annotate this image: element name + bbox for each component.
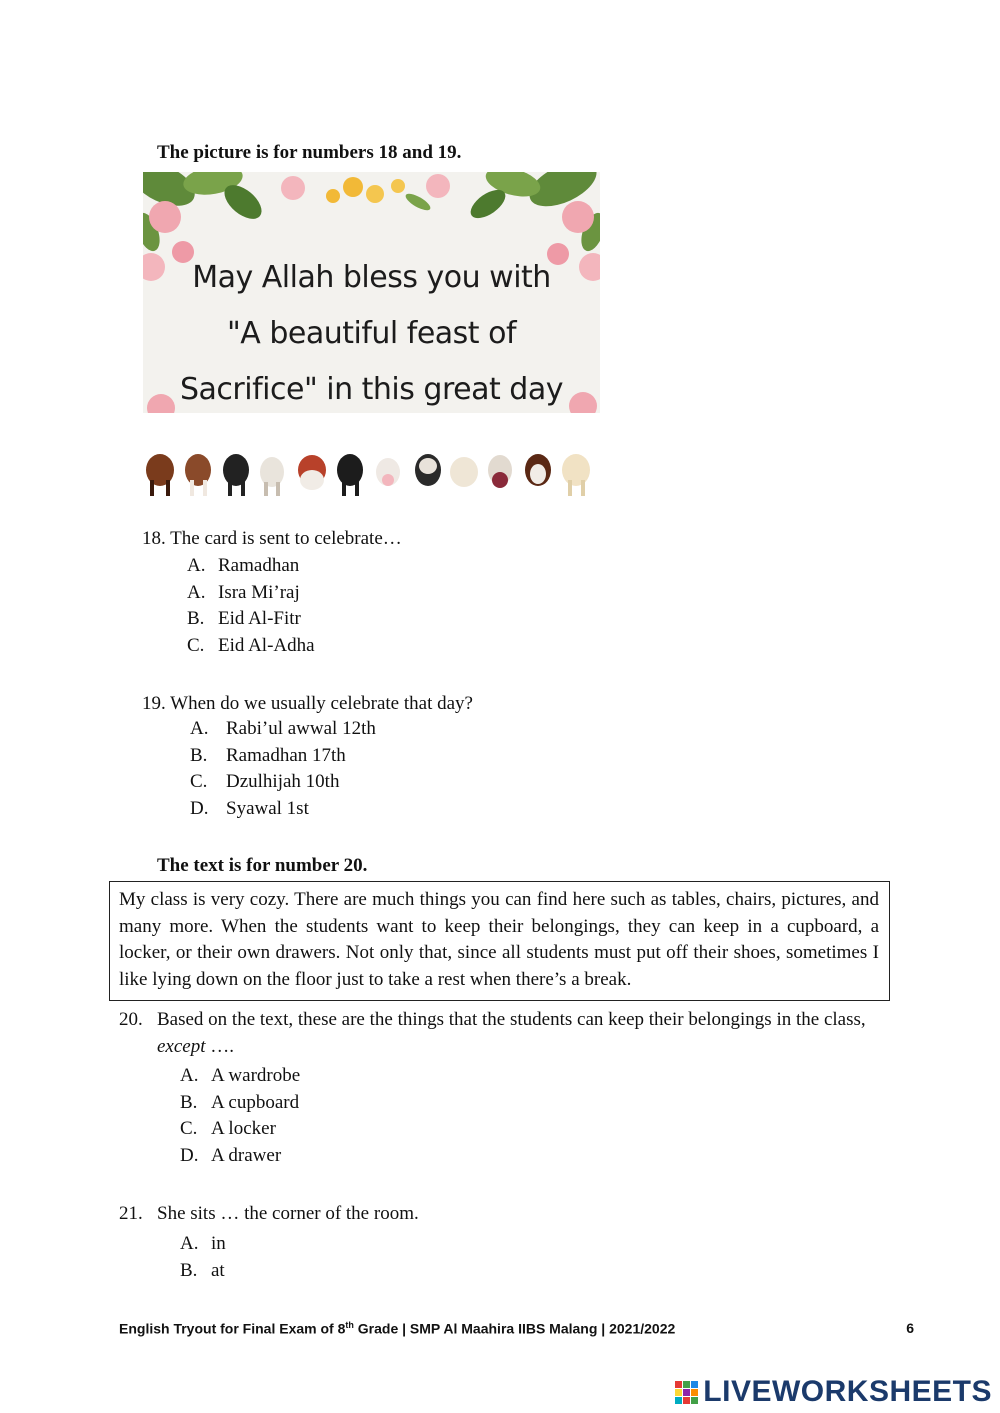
- q19-option-c[interactable]: C. Dzulhijah 10th: [190, 771, 340, 793]
- card-text-line-2: "A beautiful feast of: [226, 316, 517, 351]
- q19-option-d[interactable]: D. Syawal 1st: [190, 798, 309, 820]
- q18-option-4[interactable]: C. Eid Al-Adha: [187, 635, 315, 657]
- question-21: [119, 1200, 419, 1227]
- q20-tail: ….: [205, 1036, 235, 1057]
- q20-option-d[interactable]: D. A drawer: [180, 1145, 282, 1167]
- q21-number: 21.: [119, 1203, 143, 1224]
- question-20: [119, 1006, 879, 1060]
- question-19: 19. When do we usually celebrate that day?: [142, 693, 473, 714]
- q21-option-b[interactable]: B. at: [180, 1259, 225, 1281]
- q20-option-c[interactable]: C. A locker: [180, 1118, 276, 1140]
- q20-number: 20.: [119, 1009, 143, 1030]
- question-18: 18. The card is sent to celebrate…: [142, 528, 402, 549]
- q20-option-a[interactable]: A. A wardrobe: [180, 1065, 301, 1086]
- q20-option-b[interactable]: B. A cupboard: [180, 1091, 300, 1113]
- greeting-card-image: [143, 172, 600, 413]
- section-heading-picture: The picture is for numbers 18 and 19.: [157, 142, 462, 163]
- reading-passage: My class is very cozy. There are much things you can find here such as tables, chairs, pictures, and many more. When the students want to keep their belongings, they can keep in a cupboard, a locker, or their own drawers. Not only that, since all students must put off their shoes, sometimes I like lying down on the floor just to take a rest when there’s a break.: [109, 881, 890, 1001]
- q18-option-3[interactable]: B. Eid Al-Fitr: [187, 608, 301, 630]
- q20-emphasis: except: [157, 1036, 206, 1057]
- footer-title-sup: th: [345, 1320, 354, 1330]
- q19-option-b[interactable]: B. Ramadhan 17th: [190, 744, 346, 766]
- q18-option-2[interactable]: A. Isra Mi’raj: [187, 581, 300, 603]
- footer-title-pre: English Tryout for Final Exam of 8: [119, 1320, 346, 1337]
- card-text-line-1: May Allah bless you with: [192, 260, 551, 295]
- q19-options: [190, 716, 376, 823]
- goats-illustration: [140, 440, 600, 500]
- liveworksheets-logo-icon: [675, 1381, 699, 1405]
- q20-text: Based on the text, these are the things that the students can keep their belongings in the class,: [157, 1009, 866, 1030]
- q20-options: [180, 1063, 300, 1170]
- q21-text: She sits … the corner of the room.: [157, 1203, 419, 1224]
- brand-name: LIVEWORKSHEETS: [703, 1375, 992, 1408]
- q18-option-1[interactable]: A. Ramadhan: [187, 555, 300, 576]
- q21-options: [180, 1231, 226, 1284]
- section-heading-text: The text is for number 20.: [157, 855, 368, 876]
- page-number: 6: [906, 1320, 914, 1336]
- q19-option-a[interactable]: A. Rabi’ul awwal 12th: [190, 718, 376, 739]
- liveworksheets-brand[interactable]: [675, 1375, 992, 1409]
- card-text-line-3: Sacrifice" in this great day: [180, 372, 563, 407]
- q18-options: [187, 553, 315, 660]
- q21-option-a[interactable]: A. in: [180, 1233, 226, 1254]
- page-footer: [119, 1320, 914, 1337]
- footer-title-post: Grade | SMP Al Maahira IIBS Malang | 2021/2022: [353, 1320, 676, 1337]
